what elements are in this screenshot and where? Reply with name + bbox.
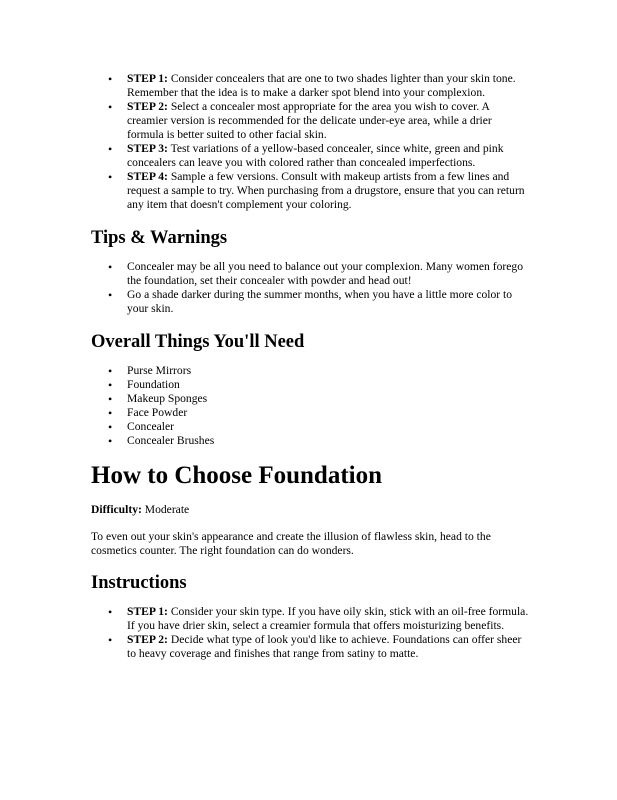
list-item: • Purse Mirrors (127, 364, 531, 378)
step-text: Consider concealers that are one to two shades lighter than your skin tone. Remember that the idea is to make a darker spot blend into your complexion. (127, 72, 516, 99)
list-item: • Concealer (127, 420, 531, 434)
list-item: • Makeup Sponges (127, 392, 531, 406)
step-label: STEP 1: (127, 72, 168, 85)
step-label: STEP 3: (127, 142, 168, 155)
step-text: Select a concealer most appropriate for the area you wish to cover. A creamier version is recommended for the delicate under-eye area, while a drier formula is better suited to other facial skin. (127, 100, 492, 141)
intro-paragraph: To even out your skin's appearance and create the illusion of flawless skin, head to the cosmetics counter. The right foundation can do wonders. (91, 530, 491, 557)
list-item (127, 100, 531, 142)
list-item (127, 633, 531, 661)
page-title: How to Choose Foundation (91, 462, 383, 489)
difficulty-line (91, 503, 531, 517)
difficulty-label: Difficulty: (91, 503, 142, 516)
needs-list (91, 364, 531, 448)
step-label: STEP 4: (127, 170, 168, 183)
tips-list (91, 260, 531, 316)
concealer-steps-list (91, 72, 531, 212)
document-page (91, 72, 531, 661)
needs-heading: Overall Things You'll Need (91, 332, 305, 352)
list-item (127, 142, 531, 170)
list-item: • Face Powder (127, 406, 531, 420)
list-item (127, 170, 531, 212)
step-text: Consider your skin type. If you have oily skin, stick with an oil-free formula. If you have drier skin, select a creamier formula that offers moisturizing benefits. (127, 605, 529, 632)
step-text: Sample a few versions. Consult with makeup artists from a few lines and request a sample to try. When purchasing from a drugstore, ensure that you can return any item that doesn't complement your coloring. (127, 170, 525, 211)
step-text: Test variations of a yellow-based concealer, since white, green and pink concealers can leave you with colored rather than concealed imperfections. (127, 142, 504, 169)
list-item (127, 605, 531, 633)
list-item: • Concealer Brushes (127, 434, 531, 448)
list-item (127, 72, 531, 100)
difficulty-value: Moderate (141, 503, 190, 516)
instructions-heading: Instructions (91, 573, 187, 593)
step-label: STEP 1: (127, 605, 168, 618)
step-label: STEP 2: (127, 633, 168, 646)
list-item: • Concealer may be all you need to balance out your complexion. Many women forego the foundation, set their concealer with powder and head out! (127, 260, 531, 288)
step-label: STEP 2: (127, 100, 168, 113)
list-item: • Foundation (127, 378, 531, 392)
tips-heading: Tips & Warnings (91, 228, 228, 248)
step-text: Decide what type of look you'd like to achieve. Foundations can offer sheer to heavy coverage and finishes that range from satiny to matte. (127, 633, 522, 660)
instructions-list (91, 605, 531, 661)
list-item: • Go a shade darker during the summer months, when you have a little more color to your skin. (127, 288, 531, 316)
